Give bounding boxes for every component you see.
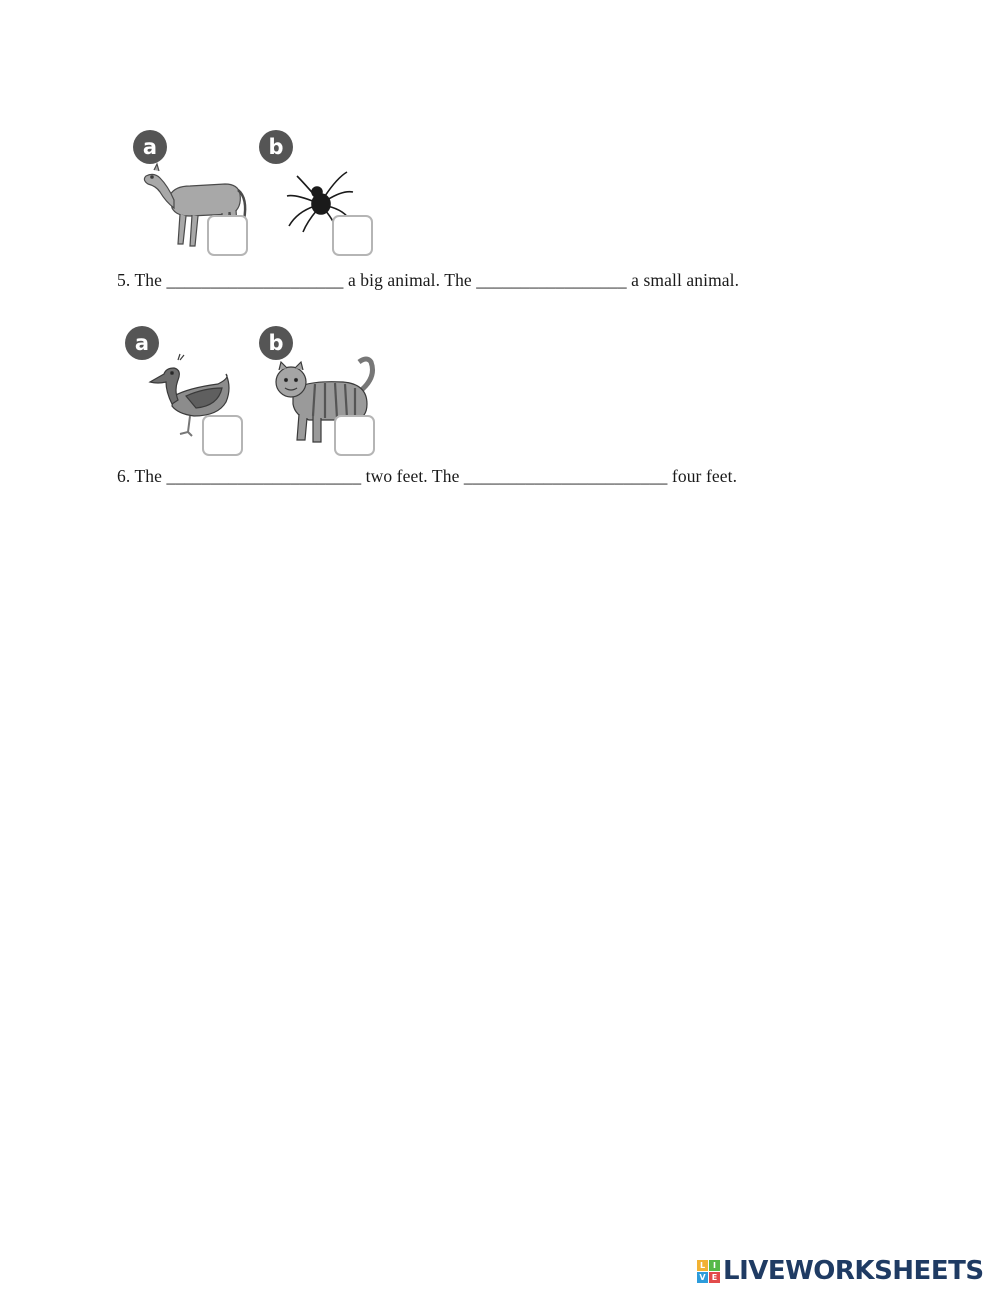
question-5: [0, 120, 1000, 290]
badge-letter: b: [268, 135, 284, 159]
checkbox-6b[interactable]: [335, 416, 374, 455]
checkbox-5b[interactable]: [333, 216, 372, 255]
picture-row-5: [0, 120, 1000, 260]
option-6b: [255, 318, 385, 458]
checkbox-5a[interactable]: [208, 216, 247, 255]
sentence-5: 5. The ____________________ a big animal. The _________________ a small animal.: [117, 270, 740, 290]
liveworksheets-logo: [697, 1255, 984, 1287]
option-5a: [130, 120, 260, 260]
logo-mark-cell: V: [697, 1272, 708, 1283]
picture-row-6: [0, 318, 1000, 458]
badge-a: [133, 130, 167, 164]
sentence-6: 6. The ______________________ two feet. The _______________________ four feet.: [117, 466, 738, 486]
question-6: [0, 318, 1000, 486]
logo-text: LIVEWORKSHEETS: [723, 1256, 984, 1286]
logo-mark-icon: [697, 1260, 720, 1283]
logo-mark-cell: I: [709, 1260, 720, 1271]
option-6a: [122, 318, 252, 458]
logo-mark-cell: E: [709, 1272, 720, 1283]
badge-letter: a: [134, 331, 150, 355]
option-5b: [255, 120, 385, 260]
badge-letter: b: [268, 331, 284, 355]
badge-b: [259, 130, 293, 164]
badge-a: [125, 326, 159, 360]
checkbox-6a[interactable]: [203, 416, 242, 455]
badge-letter: a: [142, 135, 158, 159]
logo-mark-cell: L: [697, 1260, 708, 1271]
badge-b: [259, 326, 293, 360]
